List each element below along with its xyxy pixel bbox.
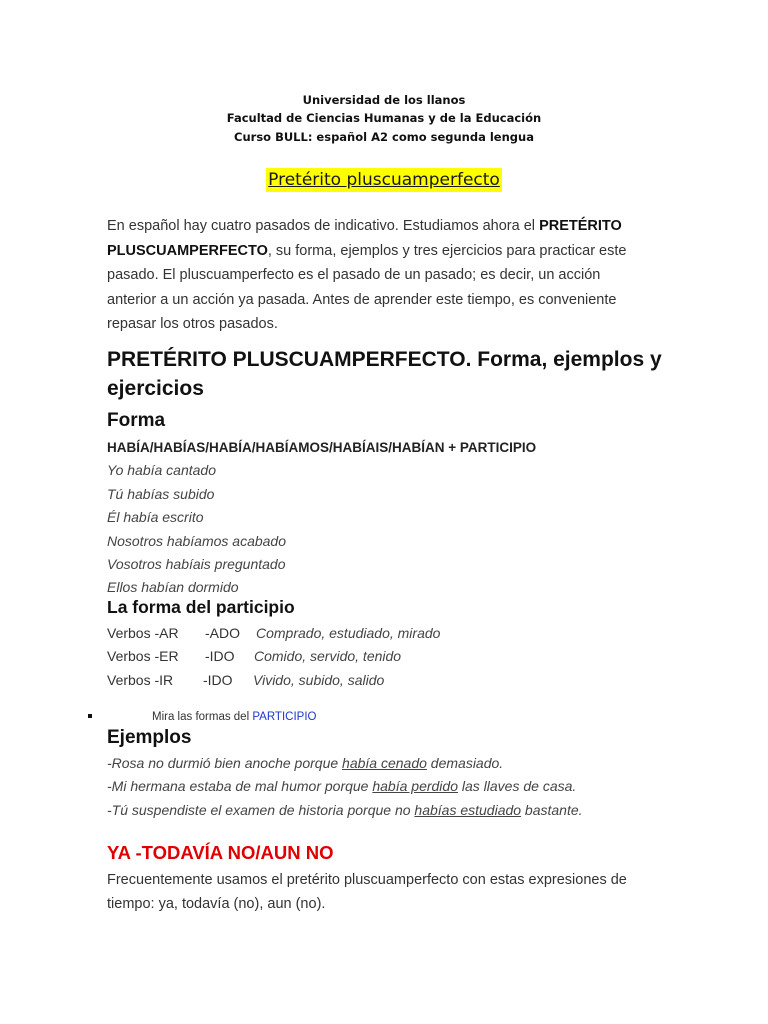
conjugation-item: Nosotros habíamos acabado <box>107 533 286 549</box>
participio-heading: La forma del participio <box>107 597 295 617</box>
conjugation-item: Yo había cantado <box>107 462 216 478</box>
example-before: -Rosa no durmió bien anoche porque <box>107 755 343 771</box>
participio-ending: -IDO <box>203 672 233 688</box>
conjugation-item: Tú habías subido <box>107 486 215 502</box>
example-verb: había perdido <box>372 778 458 794</box>
conjugation-item: Él había escrito <box>107 509 204 525</box>
header-faculty: Facultad de Ciencias Humanas y de la Educación <box>226 111 542 125</box>
forma-formula: HABÍA/HABÍAS/HABÍA/HABÍAMOS/HABÍAIS/HABÍAN + PARTICIPIO <box>107 440 537 455</box>
participio-examples-text: Comprado, estudiado, mirado <box>256 625 441 641</box>
header-university: Universidad de los llanos <box>302 93 466 107</box>
participio-row <box>107 672 173 688</box>
title-wrapper <box>0 168 768 192</box>
verb-group: Verbos -IR <box>107 672 174 688</box>
conjugation-item: Ellos habían dormido <box>107 579 239 595</box>
intro-paragraph <box>107 214 652 337</box>
forma-heading: Forma <box>107 410 166 431</box>
verb-group: Verbos -ER <box>107 648 179 664</box>
participio-examples-text: Comido, servido, tenido <box>254 648 402 664</box>
participio-examples-text: Vivido, subido, salido <box>253 672 385 688</box>
ya-todavia-paragraph: Frecuentemente usamos el pretérito pluscuamperfecto con estas expresiones de tiempo: ya, todavía (no), aun (no). <box>107 872 627 912</box>
conjugation-item: Vosotros habíais preguntado <box>107 556 286 572</box>
example-verb: había cenado <box>342 755 427 771</box>
intro-bold: PRETÉRITO PLUSCUAMPERFECTO <box>107 218 622 259</box>
example-after: las llaves de casa. <box>458 778 577 794</box>
verb-group: Verbos -AR <box>107 625 179 641</box>
example-before: -Tú suspendiste el examen de historia porque no <box>107 802 415 818</box>
participio-examples <box>253 672 384 688</box>
example-after: bastante. <box>521 802 583 818</box>
bullet-text: Mira las formas del <box>152 711 253 723</box>
example-verb: habías estudiado <box>414 802 522 818</box>
intro-text-2: , su forma, ejemplos y tres ejercicios para practicar este pasado. El pluscuamperfecto es el pasado de un pasado; es decir, un acción anterior a un acción ya pasada. Antes de aprender este tiempo, es conveniente repasar los otros pasados. <box>107 242 627 332</box>
intro-text-1: En español hay cuatro pasados de indicativo. Estudiamos ahora el <box>107 218 540 234</box>
participio-row <box>107 648 179 664</box>
participio-ending: -IDO <box>205 648 235 664</box>
example-before: -Mi hermana estaba de mal humor porque <box>107 778 373 794</box>
participio-link-line <box>152 711 316 723</box>
example-sentence <box>107 755 503 771</box>
bullet-square-icon <box>88 714 92 718</box>
main-heading: PRETÉRITO PLUSCUAMPERFECTO. Forma, ejemplos y ejercicios <box>107 348 662 400</box>
document-title: Pretérito pluscuamperfecto <box>268 170 500 190</box>
example-sentence <box>107 802 583 818</box>
ejemplos-heading: Ejemplos <box>107 727 192 748</box>
example-after: demasiado. <box>426 755 504 771</box>
participio-row <box>107 625 276 641</box>
header-course: Curso BULL: español A2 como segunda lengua <box>234 130 534 144</box>
participio-link[interactable]: PARTICIPIO <box>252 711 317 723</box>
example-sentence <box>107 778 576 794</box>
participio-ending: -ADO <box>205 625 240 641</box>
participio-examples <box>254 648 401 664</box>
participio-examples <box>256 625 440 641</box>
ya-todavia-heading: YA -TODAVÍA NO/AUN NO <box>107 842 334 863</box>
